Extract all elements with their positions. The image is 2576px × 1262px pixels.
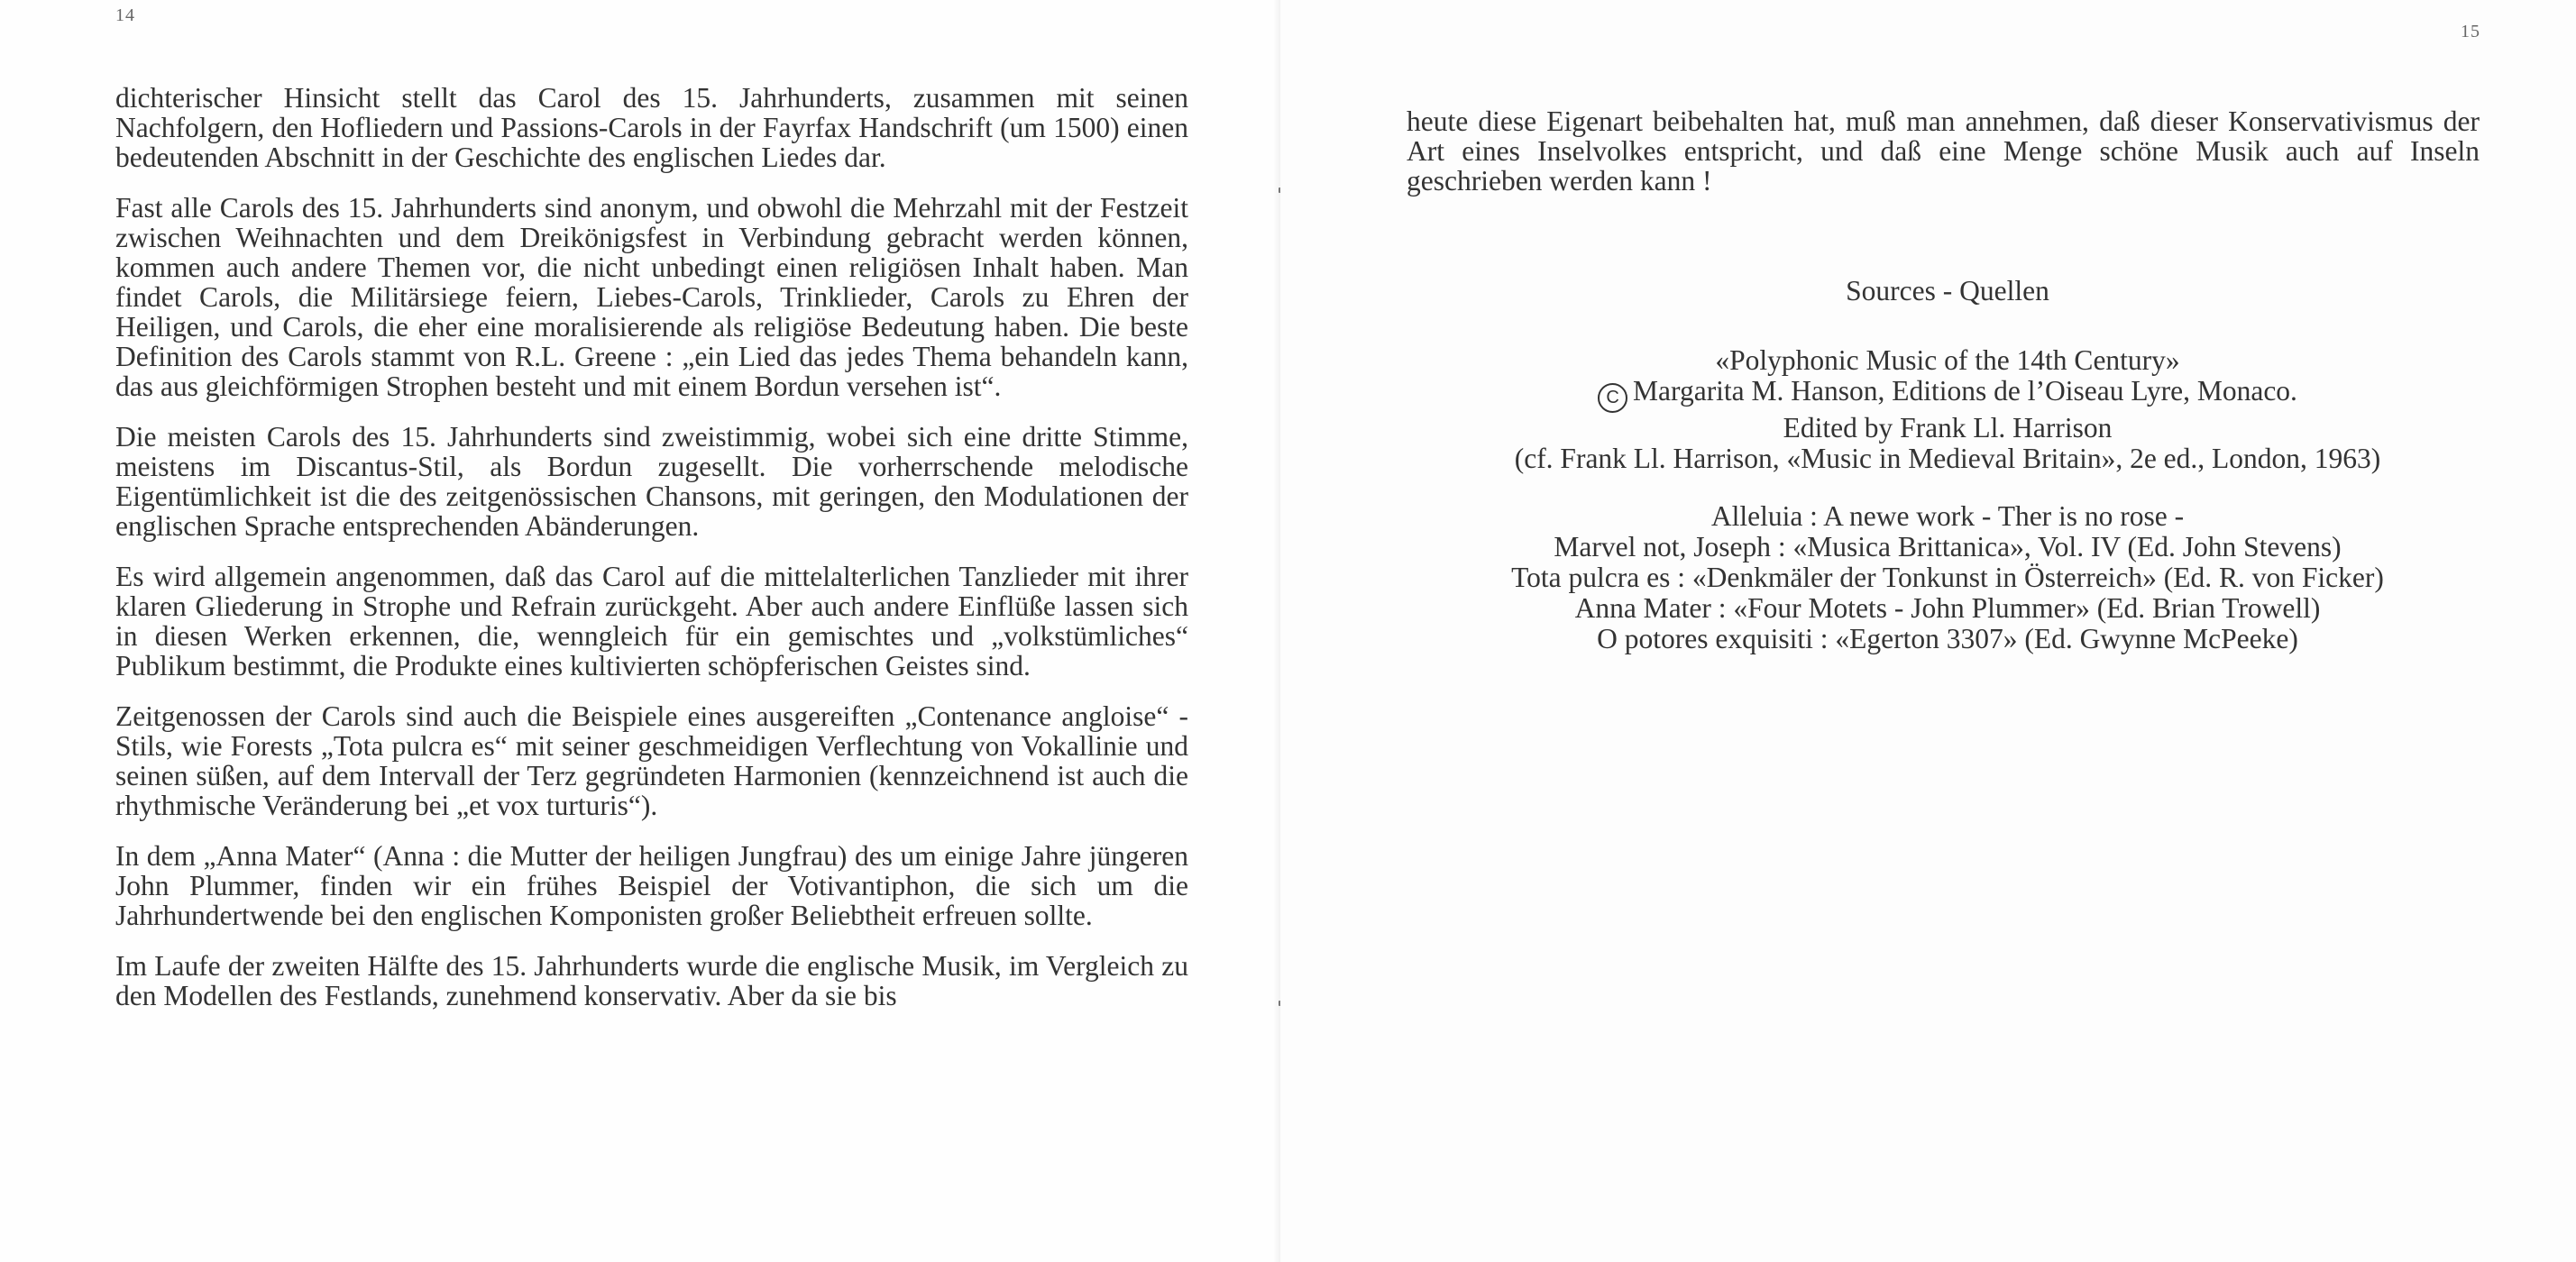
page-number-left: 14	[115, 5, 135, 25]
source-line: Alleluia : A newe work - Ther is no rose -	[1710, 500, 2185, 532]
page-number-right: 15	[2461, 22, 2480, 41]
sources-heading: Sources - Quellen	[1846, 275, 2049, 306]
paragraph-7: Im Laufe der zweiten Hälfte des 15. Jahrhunderts wurde die englische Musik, im Vergleich zu den Modellen des Festlands, zunehmend konservativ. Aber da sie bis	[115, 950, 1188, 1011]
source-line: O potores exquisiti : «Egerton 3307» (Ed. Gwynne McPeeke)	[1597, 623, 2298, 654]
left-page-body	[115, 83, 1188, 1011]
paragraph-5: Zeitgenossen der Carols sind auch die Beispiele eines ausgereiften „Contenance angloise“ -Stils, wie Forests „Tota pulcra es“ mit seiner geschmeidigen Verflechtung von Vokallinie und seinen süßen, auf dem Intervall der Terz gegründeten Harmonien (kennzeichnend ist auch die rhythmische Veränderung bei „et vox turturis“).	[115, 700, 1188, 821]
source-line: (cf. Frank Ll. Harrison, «Music in Medieval Britain», 2e ed., London, 1963)	[1514, 443, 2381, 474]
paragraph-1: dichterischer Hinsicht stellt das Carol des 15. Jahrhunderts, zusammen mit seinen Nachfolgern, den Hofliedern und Passions-Carols in der Fayrfax Handschrift (um 1500) einen bedeutenden Abschnitt in der Geschichte des englischen Liedes dar.	[115, 82, 1188, 173]
paragraph-4: Es wird allgemein angenommen, daß das Carol auf die mittelalterlichen Tanzlieder mit ihrer klaren Gliederung in Strophe und Refrain zurückgeht. Aber auch andere Einflüße lassen sich in diesen Werken erkennen, die, wenngleich für ein gemischtes und „volkstümliches“ Publikum bestimmt, die Produkte eines kultivierten schöpferischen Geistes sind.	[115, 561, 1188, 681]
right-page-continuation: heute diese Eigenart beibehalten hat, muß man annehmen, daß dieser Konservativismus der Art eines Inselvolkes entspricht, und daß eine Menge schöne Musik auch auf Inseln geschrieben werden kann !	[1407, 105, 2480, 197]
source-line-copyright-text: Margarita M. Hanson, Editions de l’Oiseau Lyre, Monaco.	[1633, 375, 2297, 407]
sources-section	[1371, 276, 2525, 681]
source-line-copyright	[1371, 376, 2525, 413]
source-line: «Polyphonic Music of the 14th Century»	[1715, 344, 2180, 376]
paragraph-6: In dem „Anna Mater“ (Anna : die Mutter der heiligen Jungfrau) des um einige Jahre jüngeren John Plummer, finden wir ein frühes Beispiel der Votivantiphon, die sich um die Jahrhundertwende bei den englischen Komponisten großer Beliebtheit erfreuen sollte.	[115, 840, 1188, 931]
left-page	[0, 0, 1280, 1262]
copyright-icon: C	[1598, 383, 1627, 413]
source-line: Anna Mater : «Four Motets - John Plummer» (Ed. Brian Trowell)	[1574, 592, 2321, 624]
source-line: Marvel not, Joseph : «Musica Brittanica», Vol. IV (Ed. John Stevens)	[1554, 531, 2342, 562]
paragraph-3: Die meisten Carols des 15. Jahrhunderts sind zweistimmig, wobei sich eine dritte Stimme, meistens im Discantus-Stil, als Bordun zugesellt. Die vorherrschende melodische Eigentümlichkeit ist die des zeitgenössischen Chansons, mit geringen, den Modulationen der englischen Sprache entsprechenden Abänderungen.	[115, 421, 1188, 542]
sources-block-works	[1371, 501, 2525, 654]
source-line: Edited by Frank Ll. Harrison	[1783, 412, 2113, 444]
source-line: Tota pulcra es : «Denkmäler der Tonkunst in Österreich» (Ed. R. von Ficker)	[1511, 562, 2384, 593]
sources-block-edition	[1371, 345, 2525, 474]
paragraph-2: Fast alle Carols des 15. Jahrhunderts sind anonym, und obwohl die Mehrzahl mit der Festzeit zwischen Weihnachten und dem Dreikönigsfest in Verbindung gebracht werden können, kommen auch andere Themen vor, die nicht unbedingt einen religiösen Inhalt haben. Man findet Carols, die Militärsiege feiern, Liebes-Carols, Trinklieder, Carols zu Ehren der Heiligen, und Carols, die eher eine moralisierende als religiöse Bedeutung haben. Die beste Definition des Carols stammt von R.L. Greene : „ein Lied das jedes Thema behandeln kann, das aus gleichförmigen Strophen besteht und mit einem Bordun versehen ist“.	[115, 192, 1188, 402]
